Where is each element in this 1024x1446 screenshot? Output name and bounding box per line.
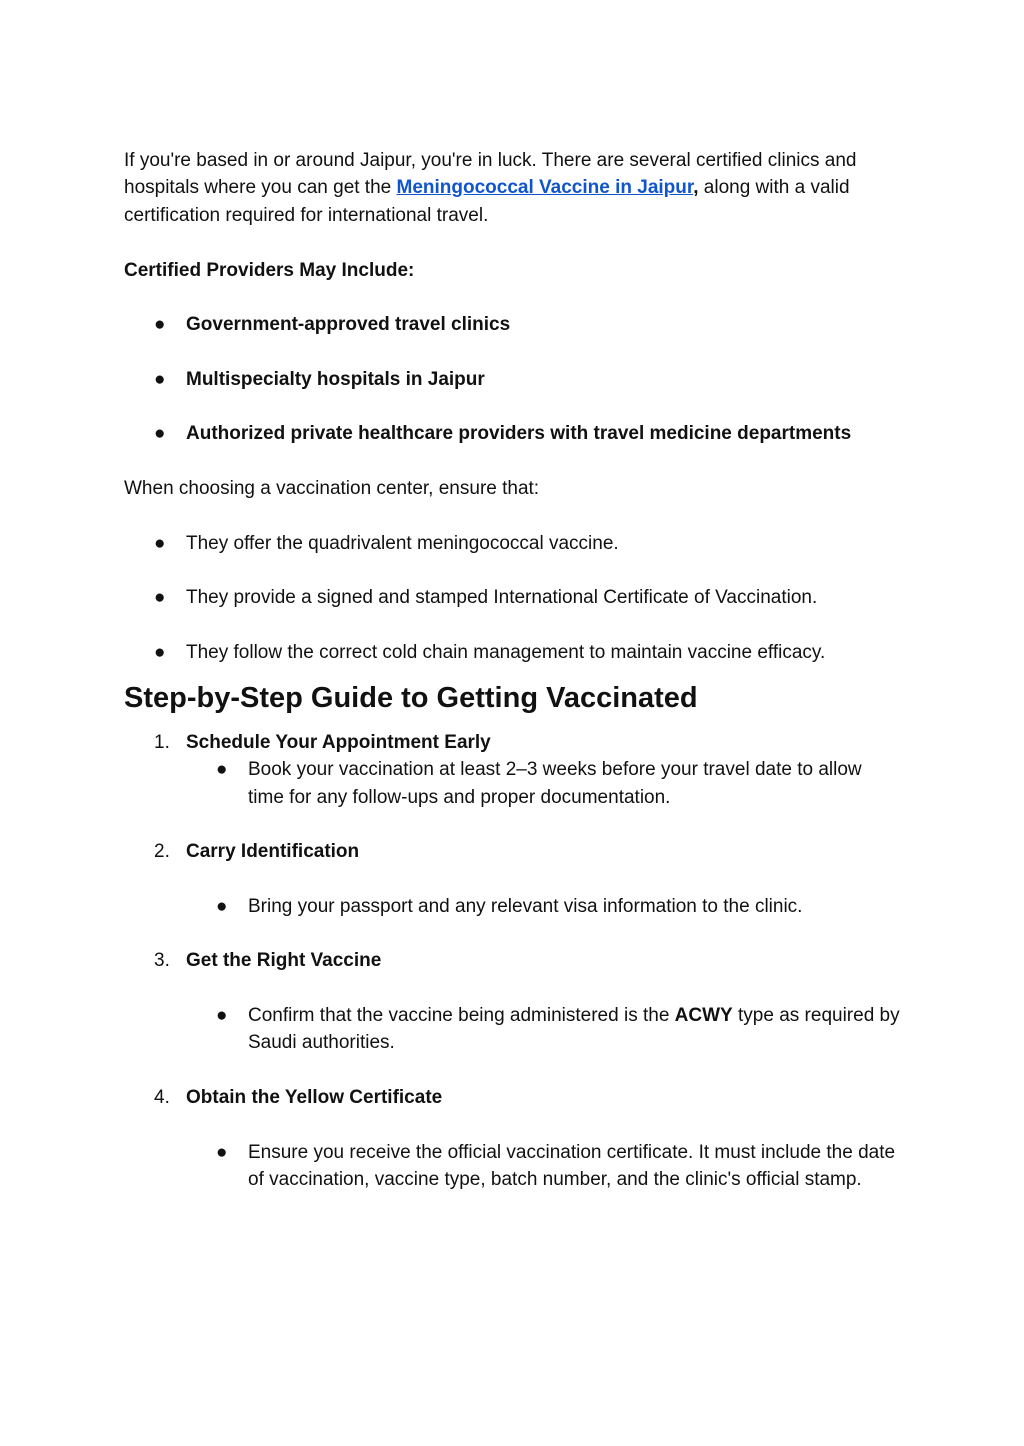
bullet-icon: ●: [216, 1005, 228, 1027]
bullet-icon: ●: [216, 759, 228, 781]
guide-steps-list: [124, 729, 900, 756]
bullet-icon: ●: [154, 423, 166, 445]
guide-steps-list: [124, 1084, 900, 1111]
bullet-icon: ●: [154, 532, 166, 554]
meningococcal-vaccine-link[interactable]: Meningococcal Vaccine in Jaipur: [396, 177, 694, 199]
guide-steps-list: [124, 838, 900, 865]
step-title: Obtain the Yellow Certificate: [186, 1086, 443, 1108]
provider-item-text: Authorized private healthcare providers with travel medicine departments: [186, 423, 852, 445]
step-item: [124, 1084, 900, 1111]
step-title: Carry Identification: [186, 841, 360, 863]
bullet-icon: ●: [154, 314, 166, 336]
step-detail-text: Bring your passport and any relevant visa information to the clinic.: [248, 895, 803, 917]
list-item: [186, 1139, 900, 1194]
step-3-details: [124, 1002, 900, 1057]
step-number: 3.: [154, 950, 170, 972]
step-detail-text-after: type as required by Saudi authorities.: [248, 1005, 900, 1054]
choosing-item-text: They offer the quadrivalent meningococcal vaccine.: [186, 532, 619, 554]
intro-text-after: along with a valid certification required for international travel.: [124, 177, 850, 226]
provider-item-text: Multispecialty hospitals in Jaipur: [186, 368, 485, 390]
list-item: [124, 366, 900, 393]
list-item: [186, 1002, 900, 1057]
bullet-icon: ●: [154, 587, 166, 609]
bullet-icon: ●: [216, 1141, 228, 1163]
guide-heading: Step-by-Step Guide to Getting Vaccinated: [124, 682, 698, 715]
step-number: 4.: [154, 1086, 170, 1108]
vaccine-type-acwy: ACWY: [674, 1005, 733, 1027]
step-item: [124, 947, 900, 974]
step-2-details: [124, 893, 900, 920]
provider-item-text: Government-approved travel clinics: [186, 314, 511, 336]
step-item: [124, 838, 900, 865]
step-1-details: [124, 756, 900, 811]
bullet-icon: ●: [154, 641, 166, 663]
intro-comma: ,: [693, 177, 699, 199]
intro-paragraph: [124, 147, 900, 229]
step-detail-text: Book your vaccination at least 2–3 weeks before your travel date to allow time for any follow-ups and proper documentation.: [248, 759, 862, 808]
step-title: Schedule Your Appointment Early: [186, 732, 491, 754]
intro-text-before: If you're based in or around Jaipur, you're in luck. There are several certified clinics and hospitals where you can get the: [124, 150, 857, 199]
choosing-list: [124, 530, 900, 666]
list-item: [186, 756, 900, 811]
step-detail-text: Ensure you receive the official vaccination certificate. It must include the date of vaccination, vaccine type, batch number, and the clinic's official stamp.: [248, 1141, 896, 1190]
choosing-item-text: They follow the correct cold chain management to maintain vaccine efficacy.: [186, 641, 826, 663]
bullet-icon: ●: [154, 368, 166, 390]
step-number: 1.: [154, 732, 170, 754]
step-4-details: [124, 1139, 900, 1194]
list-item: [124, 639, 900, 666]
step-detail-text-before: Confirm that the vaccine being administered is the: [248, 1005, 675, 1027]
list-item: [124, 311, 900, 338]
list-item: [124, 530, 900, 557]
list-item: [124, 420, 900, 447]
choosing-intro: When choosing a vaccination center, ensure that:: [124, 477, 540, 499]
list-item: [124, 584, 900, 611]
choosing-item-text: They provide a signed and stamped International Certificate of Vaccination.: [186, 587, 818, 609]
step-title: Get the Right Vaccine: [186, 950, 382, 972]
document-page: [124, 147, 900, 1193]
guide-steps-list: [124, 947, 900, 974]
list-item: [186, 893, 900, 920]
providers-heading: Certified Providers May Include:: [124, 259, 415, 281]
bullet-icon: ●: [216, 895, 228, 917]
providers-list: [124, 311, 900, 447]
step-item: [124, 729, 900, 756]
step-number: 2.: [154, 841, 170, 863]
